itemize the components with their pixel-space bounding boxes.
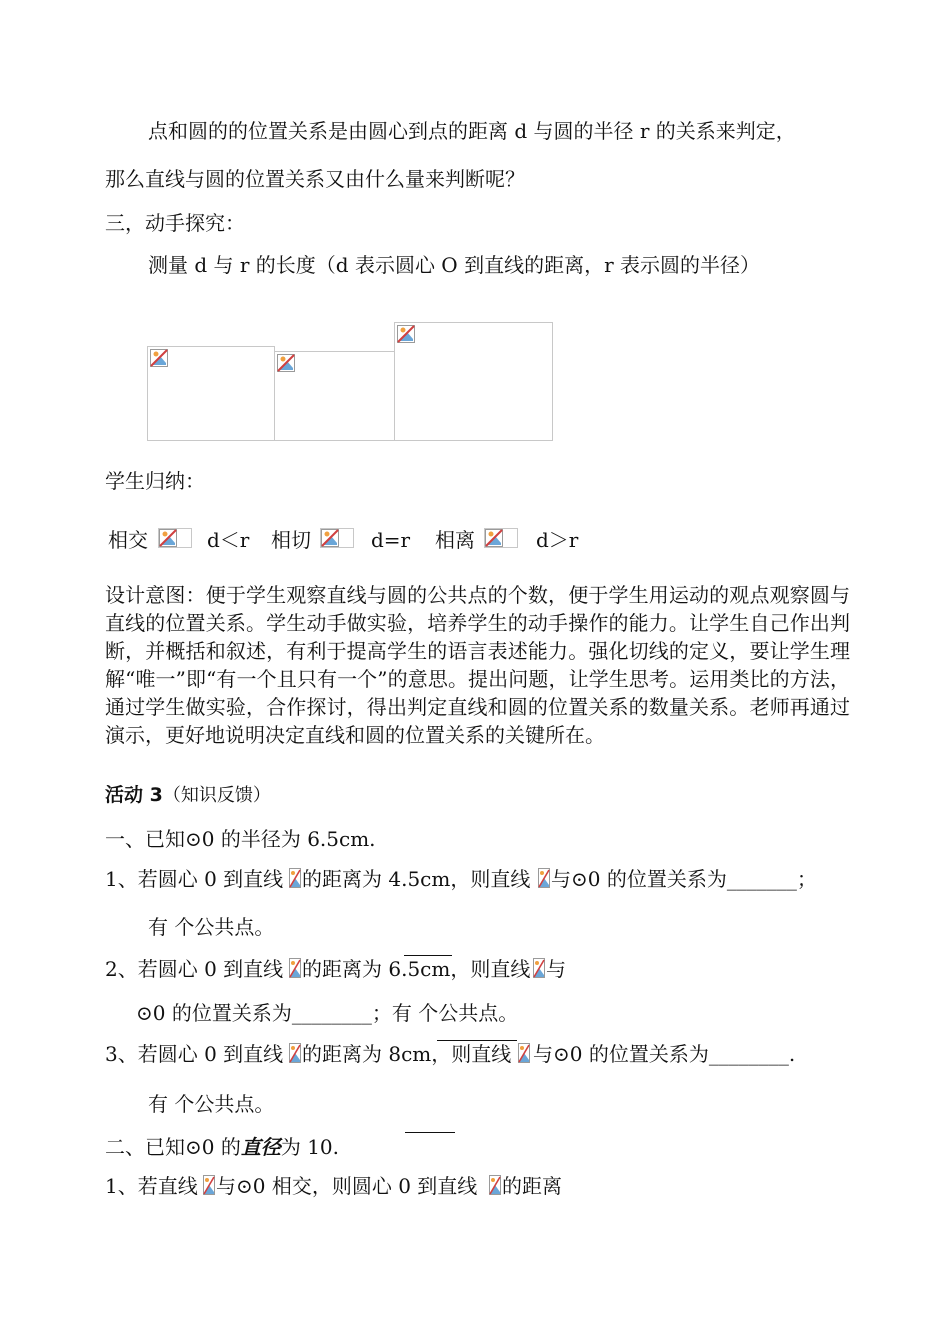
q1-3-text-d: 有 个公共点。 (148, 1092, 275, 1116)
q1-2-text-b: 的距离为 6.5cm，则直线 (302, 957, 531, 981)
overline-mark (404, 955, 452, 956)
q1-3-text-b: 的距离为 8cm，则直线 (302, 1042, 512, 1066)
line-l-icon (533, 958, 545, 978)
line-l-icon (289, 958, 301, 978)
figure-separate (394, 322, 553, 441)
broken-image-icon (484, 528, 518, 548)
summary-label: 学生归纳： (105, 469, 205, 493)
relation-name-tangent: 相切 (271, 528, 311, 552)
part2-heading (105, 1134, 339, 1160)
q2-1-text-b: 与⊙0 相交，则圆心 0 到直线 (216, 1174, 478, 1198)
part2-heading-emphasis: 直径 (240, 1135, 281, 1159)
broken-image-icon (320, 528, 354, 548)
measure-instruction: 测量 d 与 r 的长度（d 表示圆心 O 到直线的距离，r 表示圆的半径） (148, 253, 760, 277)
activity3-subtitle: （知识反馈） (162, 785, 271, 806)
broken-image-icon (277, 354, 295, 372)
part2-heading-a: 二、已知⊙0 的 (105, 1135, 241, 1159)
relation-value-tangent: d=r (371, 528, 411, 552)
relation-name-separate: 相离 (435, 528, 475, 552)
q1-1-text-a: 1、若圆心 0 到直线 (105, 867, 284, 891)
underline-mark (405, 1132, 455, 1133)
activity3-heading (105, 781, 271, 809)
q1-2-text-a: 2、若圆心 0 到直线 (105, 957, 284, 981)
q2-1-text-c: 的距离 (502, 1174, 562, 1198)
broken-image-icon (397, 325, 415, 343)
design-intent-paragraph: 设计意图：便于学生观察直线与圆的公共点的个数，便于学生用运动的观点观察圆与直线的位置关系。学生动手做实验，培养学生的动手操作的能力。让学生自己作出判断，并概括和叙述，有利于提高学生的语言表述能力。强化切线的定义，要让学生理解“唯一”即“有一个且只有一个”的意思。提出问题，让学生思考。运用类比的方法，通过学生做实验，合作探讨，得出判定直线和圆的位置关系的数量关系。老师再通过演示，更好地说明决定直线和圆的位置关系的关键所在。 (105, 583, 850, 747)
broken-image-icon (158, 528, 192, 548)
intro-line-2: 那么直线与圆的位置关系又由什么量来判断呢？ (105, 167, 525, 191)
line-l-icon (203, 1175, 215, 1195)
line-l-icon (518, 1043, 530, 1063)
line-l-icon (489, 1175, 501, 1195)
q2-1-text-a: 1、若直线 (105, 1174, 198, 1198)
q1-2-text-c: 与 (546, 957, 566, 981)
q1-3-text-a: 3、若圆心 0 到直线 (105, 1042, 284, 1066)
q1-3-text-c: 与⊙0 的位置关系为________. (533, 1042, 796, 1066)
q1-2-text-d: ⊙0 的位置关系为________；有 个公共点。 (136, 1001, 519, 1025)
line-l-icon (289, 868, 301, 888)
figure-intersect (147, 346, 275, 441)
figure-tangent (274, 351, 395, 441)
relation-name-intersect: 相交 (108, 528, 148, 552)
activity3-title: 活动 3 (105, 784, 163, 806)
line-l-icon (289, 1043, 301, 1063)
part2-heading-b: 为 10. (280, 1135, 340, 1159)
broken-image-icon (150, 349, 168, 367)
relation-value-separate: d＞r (536, 528, 579, 552)
intro-line-1: 点和圆的的位置关系是由圆心到点的距离 d 与圆的半径 r 的关系来判定， (148, 119, 796, 143)
relation-value-intersect: d＜r (207, 528, 250, 552)
overline-mark (437, 1040, 517, 1041)
line-l-icon (538, 868, 550, 888)
section3-heading: 三，动手探究： (105, 211, 245, 235)
q1-1-text-c: 与⊙0 的位置关系为_______； (551, 867, 817, 891)
part1-heading: 一、已知⊙0 的半径为 6.5cm. (105, 827, 376, 851)
q1-1-text-d: 有 个公共点。 (148, 915, 275, 939)
q1-1-text-b: 的距离为 4.5cm，则直线 (302, 867, 531, 891)
